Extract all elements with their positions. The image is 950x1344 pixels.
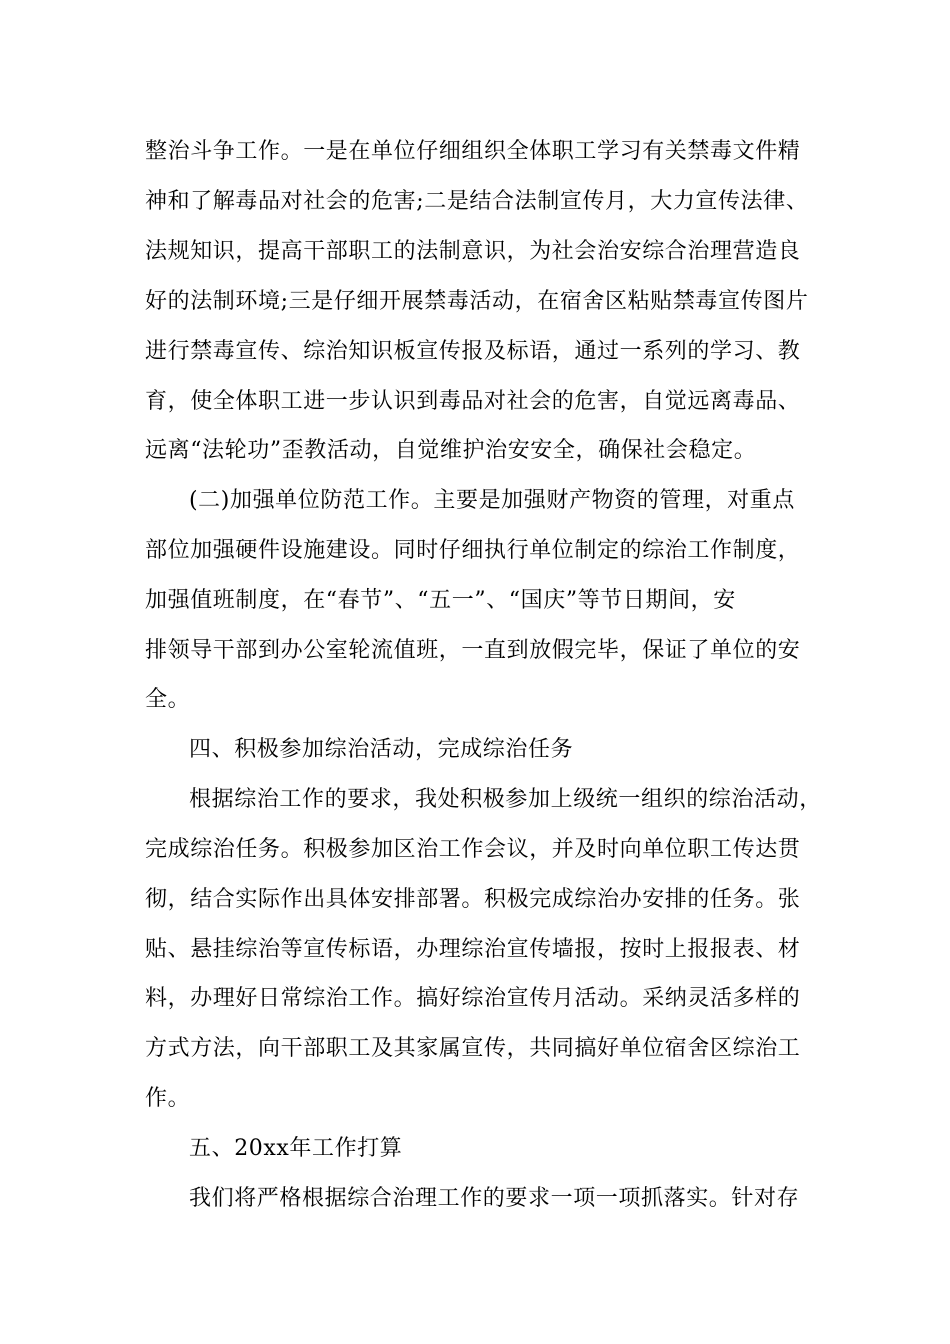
paragraph-heading: (二)加强单位防范工作。主要是加强财产物资的管理，对重点 xyxy=(189,488,795,513)
text-line: 根据综治工作的要求，我处积极参加上级统一组织的综治活动， xyxy=(189,787,822,812)
text-line: 料，办理好日常综治工作。搞好综治宣传月活动。采纳灵活多样的 xyxy=(145,986,801,1011)
text-line: 排领导干部到办公室轮流值班，一直到放假完毕，保证了单位的安 xyxy=(145,638,801,663)
text-line: 贴、悬挂综治等宣传标语，办理综治宣传墙报，按时上报报表、材 xyxy=(145,937,801,962)
section-heading: 五、20xx年工作打算 xyxy=(189,1136,403,1161)
text-line: 加强值班制度，在“春节”、“五一”、“国庆”等节日期间，安 xyxy=(145,588,736,613)
text-line: 完成综治任务。积极参加区治工作会议，并及时向单位职工传达贯 xyxy=(145,837,801,862)
text-line: 育，使全体职工进一步认识到毒品对社会的危害，自觉远离毒品、 xyxy=(145,389,801,414)
text-line: 彻，结合实际作出具体安排部署。积极完成综治办安排的任务。张 xyxy=(145,887,801,912)
text-line: 作。 xyxy=(145,1086,191,1111)
text-line: 方式方法，向干部职工及其家属宣传，共同搞好单位宿舍区综治工 xyxy=(145,1036,801,1061)
text-line: 神和了解毒品对社会的危害;二是结合法制宣传月，大力宣传法律、 xyxy=(145,189,809,214)
section-heading: 四、积极参加综治活动，完成综治任务 xyxy=(189,737,574,762)
text-line: 进行禁毒宣传、综治知识板宣传报及标语，通过一系列的学习、教 xyxy=(145,339,801,364)
text-line: 整治斗争工作。一是在单位仔细组织全体职工学习有关禁毒文件精 xyxy=(145,139,801,164)
text-line: 部位加强硬件设施建设。同时仔细执行单位制定的综治工作制度， xyxy=(145,538,801,563)
text-line: 全。 xyxy=(145,687,191,712)
text-line: 远离“法轮功”歪教活动，自觉维护治安安全，确保社会稳定。 xyxy=(145,438,757,463)
text-line: 好的法制环境;三是仔细开展禁毒活动，在宿舍区粘贴禁毒宣传图片 xyxy=(145,289,809,314)
text-line: 我们将严格根据综合治理工作的要求一项一项抓落实。针对存 xyxy=(189,1186,800,1211)
text-line: 法规知识，提高干部职工的法制意识，为社会治安综合治理营造良 xyxy=(145,239,801,264)
